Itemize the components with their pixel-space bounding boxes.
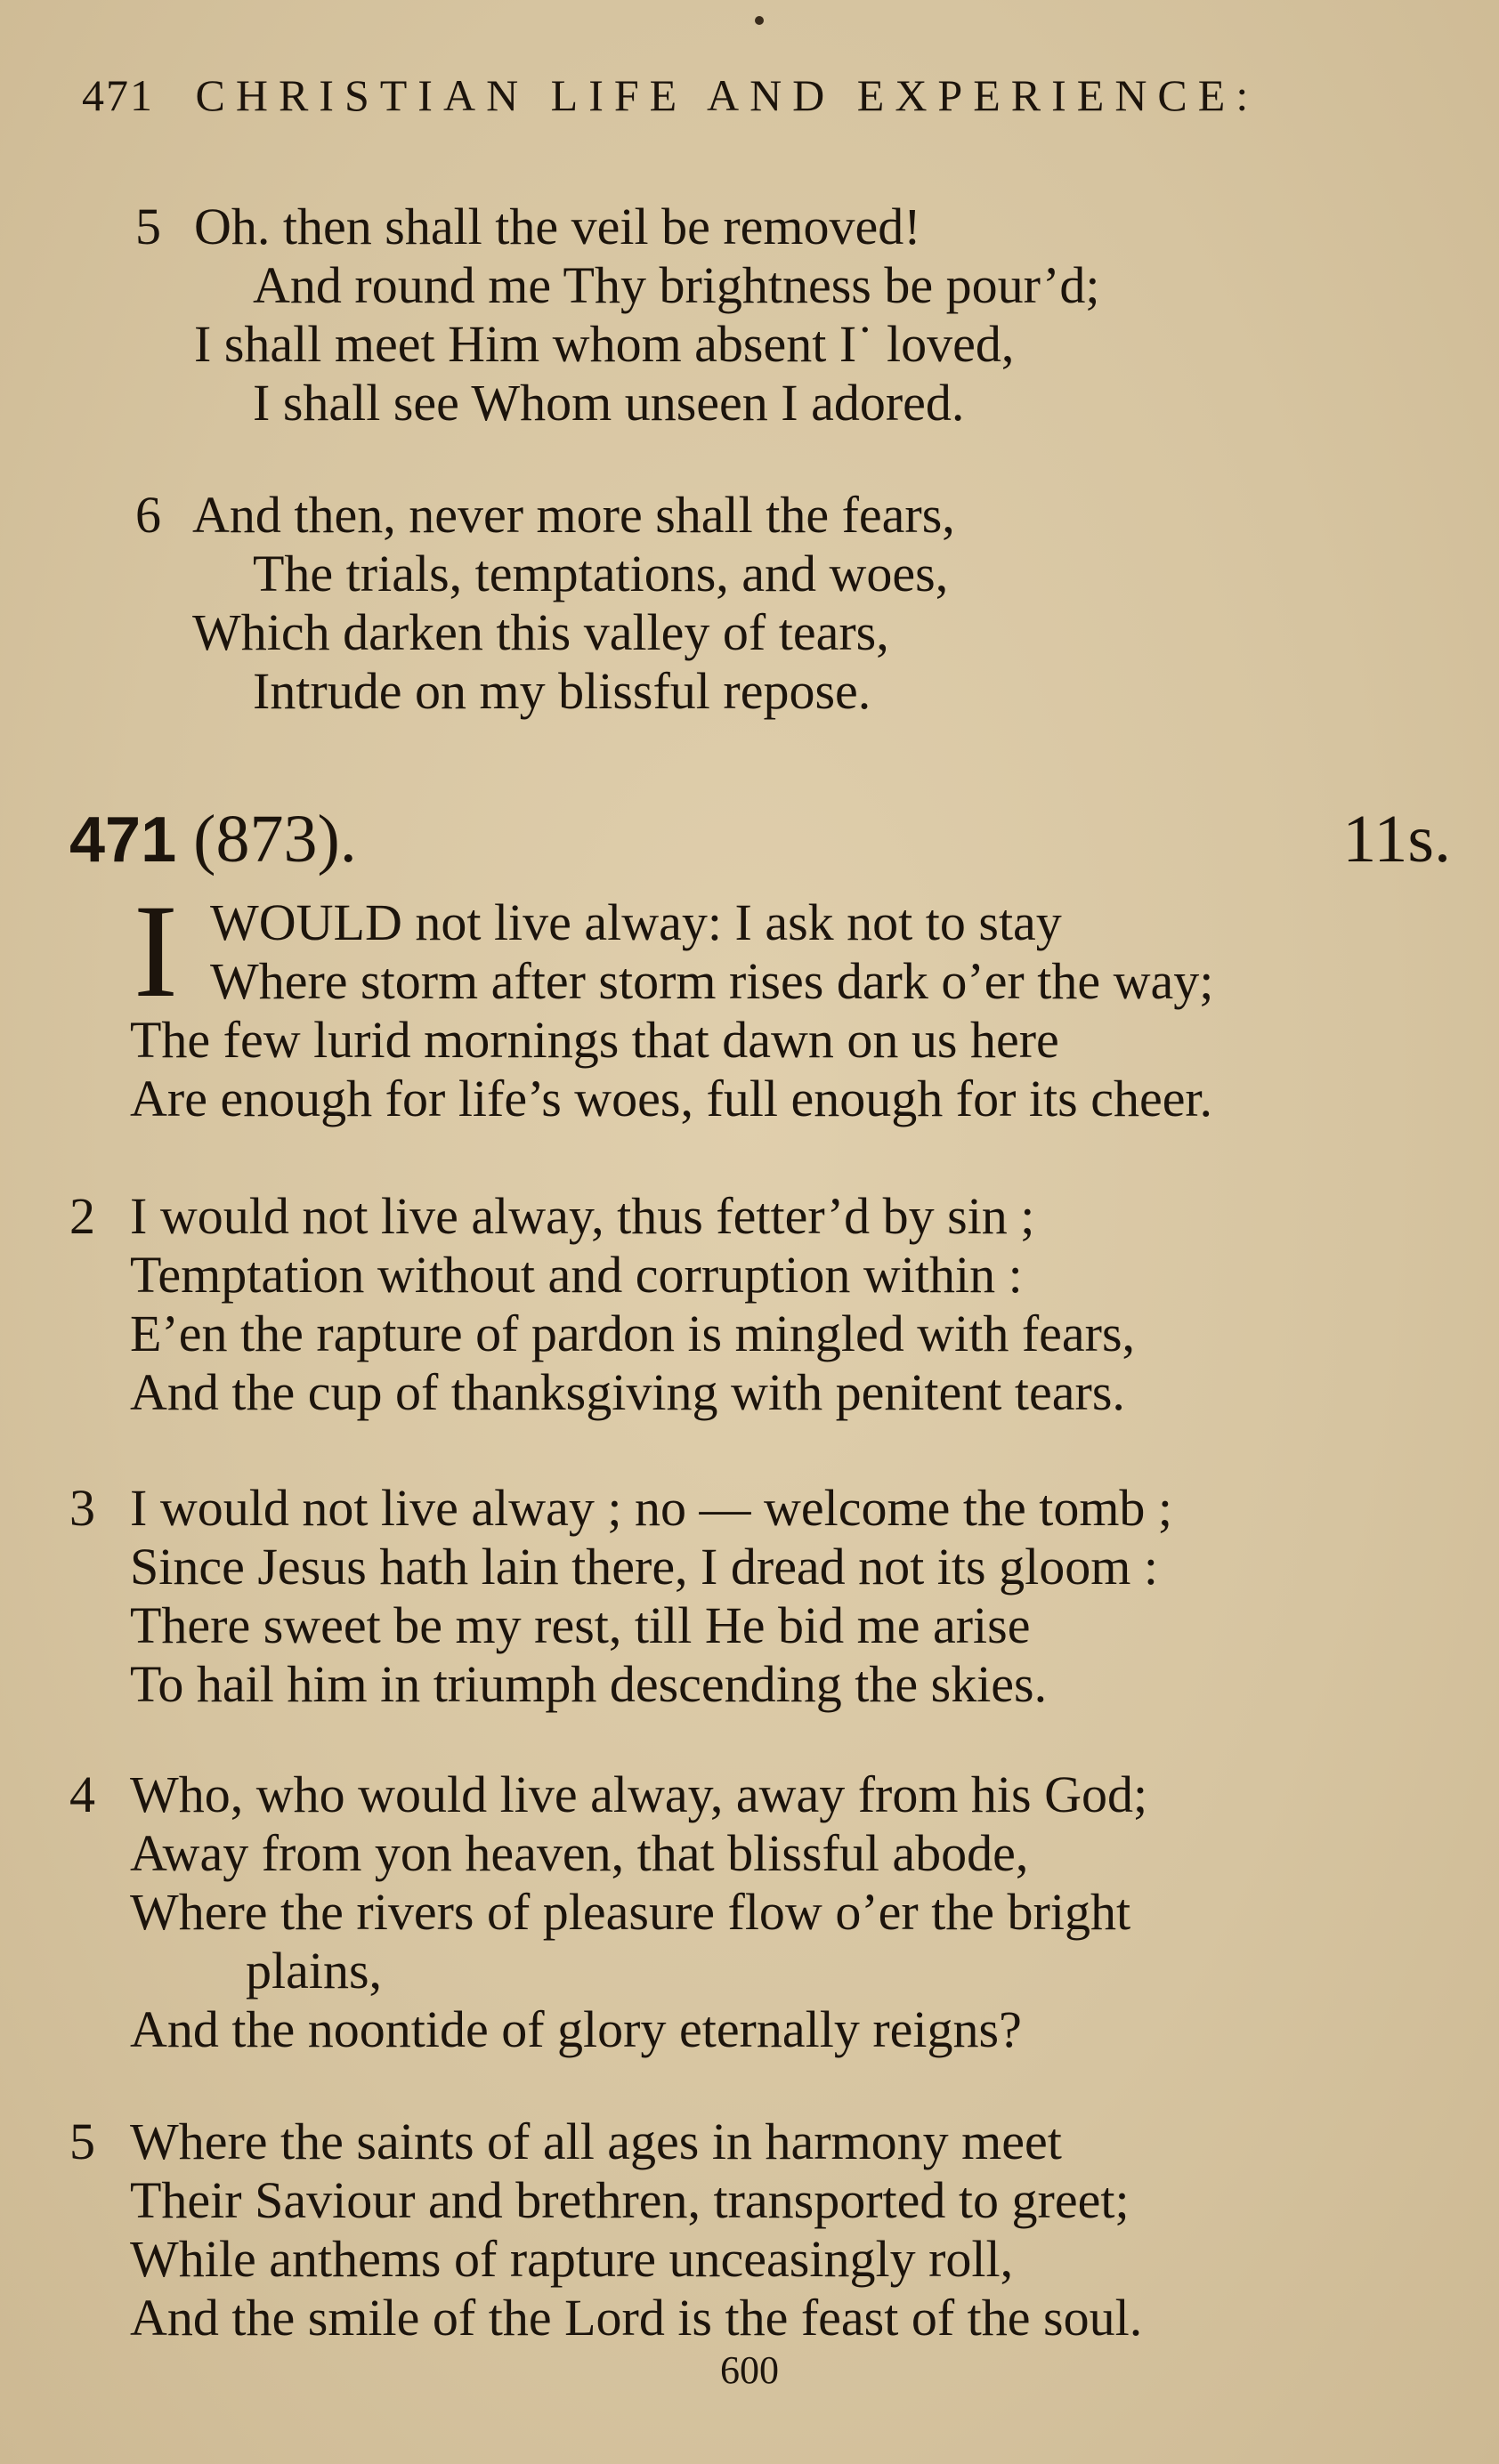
verse-line: E’en the rapture of pardon is mingled with fears,: [130, 1305, 1136, 1362]
footer-page-number: 600: [720, 2348, 779, 2392]
verse-line: WOULD not live alway: I ask not to stay: [210, 893, 1062, 951]
verse-line: There sweet be my rest, till He bid me arise: [130, 1596, 1031, 1654]
verse-line: Since Jesus hath lain there, I dread not its gloom :: [130, 1538, 1158, 1596]
verse-line: I would not live alway, thus fetter’d by sin ;: [130, 1187, 1035, 1245]
verse-line: To hail him in triumph descending the skies.: [130, 1655, 1048, 1713]
hymn-meter: 11s.: [1342, 802, 1451, 877]
verse-line: And then, never more shall the fears,: [192, 486, 955, 544]
hymn-heading: [69, 799, 1451, 880]
verse-number: 6: [135, 486, 161, 544]
verse-number: 5: [135, 198, 161, 255]
verse-line: And round me Thy brightness be pour’d;: [253, 256, 1100, 314]
verse-line: Where the rivers of pleasure flow o’er the bright: [130, 1883, 1131, 1941]
verse-line: Where the saints of all ages in harmony meet: [130, 2113, 1062, 2170]
running-header: [82, 69, 1471, 121]
verse-line: I shall see Whom unseen I adored.: [253, 374, 965, 432]
verse-line: Which darken this valley of tears,: [192, 603, 889, 661]
verse-line: I would not live alway ; no — welcome the tomb ;: [130, 1479, 1173, 1537]
verse-line: Oh. then shall the veil be removed!: [194, 198, 921, 255]
hymn-alt-number: (873).: [193, 802, 357, 877]
verse-line: I shall meet Him whom absent I˙ loved,: [194, 315, 1015, 373]
header-page-number: 471: [82, 70, 154, 120]
verse-line: And the smile of the Lord is the feast of the soul.: [130, 2289, 1143, 2347]
verse-line: The trials, temptations, and woes,: [253, 545, 949, 602]
verse-number: 5: [69, 2113, 95, 2170]
drop-cap: I: [134, 877, 178, 1025]
verse-line: Their Saviour and brethren, transported to greet;: [130, 2171, 1130, 2229]
verse-line: And the noontide of glory eternally reigns?: [130, 2000, 1022, 2058]
verse-line: Temptation without and corruption within :: [130, 1246, 1023, 1304]
verse-number: 4: [69, 1765, 95, 1823]
verse-line: And the cup of thanksgiving with penitent tears.: [130, 1363, 1125, 1421]
verse-line: Are enough for life’s woes, full enough for its cheer.: [130, 1070, 1213, 1127]
verse-line: Who, who would live alway, away from his God;: [130, 1765, 1148, 1823]
verse-line: The few lurid mornings that dawn on us here: [130, 1011, 1059, 1069]
verse-number: 2: [69, 1187, 95, 1245]
verse-line: plains,: [246, 1942, 383, 1999]
hymn-number: 471: [69, 804, 177, 876]
verse-line: While anthems of rapture unceasingly roll,: [130, 2230, 1014, 2288]
ink-speck: [755, 16, 764, 25]
verse-number: 3: [69, 1479, 95, 1537]
verse-line: Intrude on my blissful repose.: [253, 662, 871, 720]
verse-line: Where storm after storm rises dark o’er the way;: [210, 952, 1214, 1010]
header-title: CHRISTIAN LIFE AND EXPERIENCE:: [195, 70, 1260, 120]
verse-line: Away from yon heaven, that blissful abode,: [130, 1824, 1029, 1882]
